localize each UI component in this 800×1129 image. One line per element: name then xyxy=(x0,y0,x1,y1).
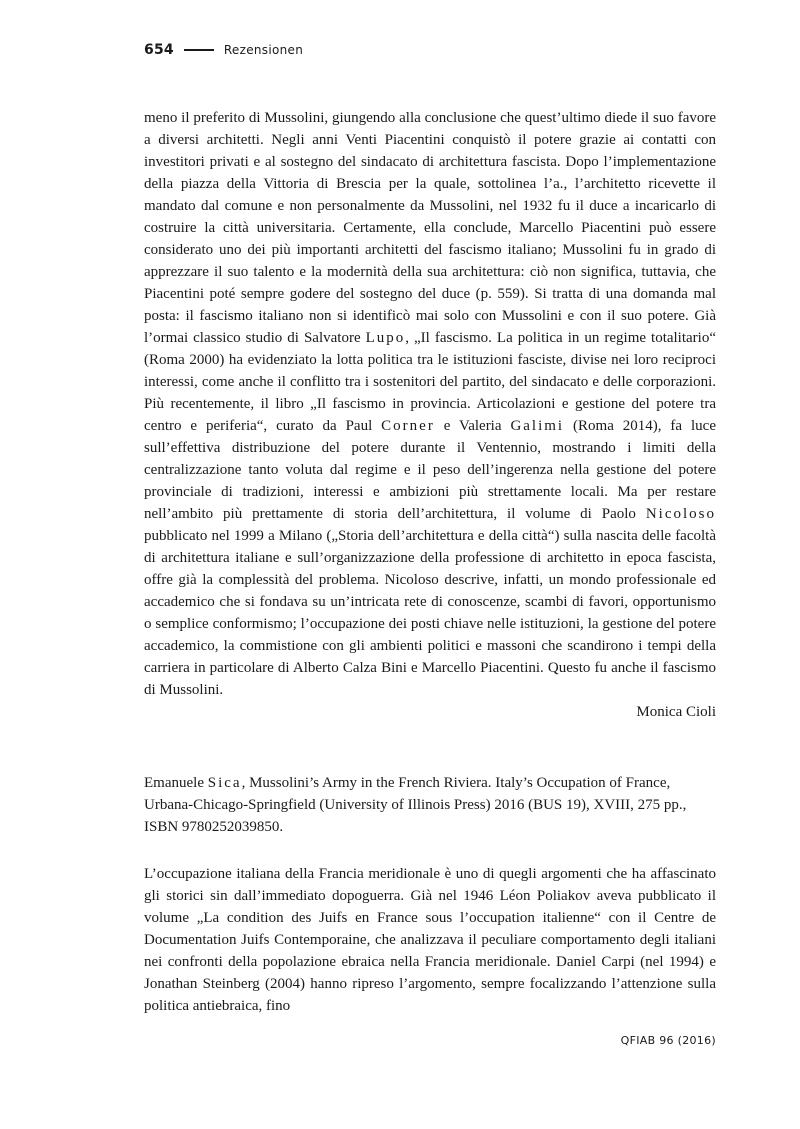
text-run: meno il preferito di Mussolini, giungendo alla conclusione che quest’ultimo diede il suo favore a diversi architetti. Negli anni Venti Piacentini conquistò il potere grazie ai contatti con investitori privati e al sostegno del sindacato di architettura fascista. Dopo l’implementazione della piazza della Vittoria di Brescia per la quale, sottolinea l’a., l’architetto ricevette il mandato dal comune e non personalmente da Mussolini, nel 1932 fu il duce a incaricarlo di costruire la città universitaria. Certamente, ella conclude, Marcello Piacentini può essere considerato uno dei più importanti architetti del fascismo italiano; Mussolini fu in grado di apprezzare il suo talento e la modernità della sua architettura: ciò non significa, tuttavia, che Piacentini poté sempre godere del sostegno del duce (p. 559). Si tratta di una domanda mal posta: il fascismo italiano non si identificò mai solo con Mussolini e con il suo potere. Già l’ormai classico studio di Salvatore xyxy=(144,110,716,346)
author-name-corner: Corner xyxy=(381,418,435,434)
author-name-galimi: Galimi xyxy=(510,418,565,434)
citation-surname: Sica xyxy=(207,775,242,791)
reviewer-signature: Monica Cioli xyxy=(636,704,716,720)
page-header xyxy=(144,42,303,58)
review-paragraph xyxy=(144,107,716,701)
page-number: 654 xyxy=(144,42,174,58)
review-new xyxy=(144,863,716,1017)
text-run: , „Il fascismo. La politica in un regime totalitario“ (Roma 2000) ha evidenziato la lotta politica tra le istituzioni fasciste, divise nei loro reciproci interessi, come anche il conflitto tra i sostenitori del partito, del sindacato e delle corporazioni. Più recentemente, il libro „Il fascismo in provincia. Articolazioni e gestione del potere tra centro e periferia“, curato da Paul xyxy=(144,330,716,434)
author-name-lupo: Lupo xyxy=(365,330,406,346)
citation-first-name: Emanuele xyxy=(144,775,208,791)
review-paragraph: L’occupazione italiana della Francia meridionale è uno di quegli argomenti che ha affascinato gli storici sin dall’immediato dopoguerra. Già nel 1946 Léon Poliakov aveva pubblicato il volume „La condition des Juifs en France sous l’occupation italienne“ con il Centre de Documentation Juifs Contemporaine, che analizzava il peculiare comportamento degli italiani nei confronti della popolazione ebraica nella Francia meridionale. Daniel Carpi (nel 1994) e Jonathan Steinberg (2004) hanno ripreso l’argomento, sempre focalizzando l’attenzione sulla politica antiebraica, fino xyxy=(144,866,716,1014)
text-run: (Roma 2014), fa luce sull’effettiva distribuzione del potere durante il Ventennio, mostrando i limiti della centralizzazione tanto voluta dal regime e il peso dell’ingerenza nella gestione del potere provinciale di tradizioni, interessi e ambizioni più strettamente locali. Ma per restare nell’ambito più prettamente di storia dell’architettura, il volume di Paolo xyxy=(144,418,716,522)
header-rule xyxy=(184,49,214,51)
review-continuation xyxy=(144,107,716,723)
author-name-nicoloso: Nicoloso xyxy=(645,506,716,522)
book-citation xyxy=(144,772,716,838)
citation-paragraph xyxy=(144,772,716,838)
journal-footer: QFIAB 96 (2016) xyxy=(620,1034,716,1047)
text-run: pubblicato nel 1999 a Milano („Storia dell’architettura e della città“) sulla nascita delle facoltà di architettura italiane e sull’organizzazione della professione di architetto in epoca fascista, offre già la complessità del problema. Nicoloso descrive, infatti, un mondo professionale ed accademico che si fondava su un’intricata rete di conoscenze, scambi di favori, opportunismo o semplice conformismo; l’occupazione dei posti chiave nelle istituzioni, la gestione del potere accademico, la commistione con gli ambienti politici e massoni che scandirono i tempi della carriera in particolare di Alberto Calza Bini e Marcello Piacentini. Questo fu anche il fascismo di Mussolini. xyxy=(144,528,716,698)
running-head: Rezensionen xyxy=(223,43,304,57)
citation-details: , Mussolini’s Army in the French Riviera. Italy’s Occupation of France, Urbana-Chicago-Springfield (University of Illinois Press) 2016 (BUS 19), XVIII, 275 pp., ISBN 9780252039850. xyxy=(144,775,687,835)
text-run: e Valeria xyxy=(434,418,511,434)
